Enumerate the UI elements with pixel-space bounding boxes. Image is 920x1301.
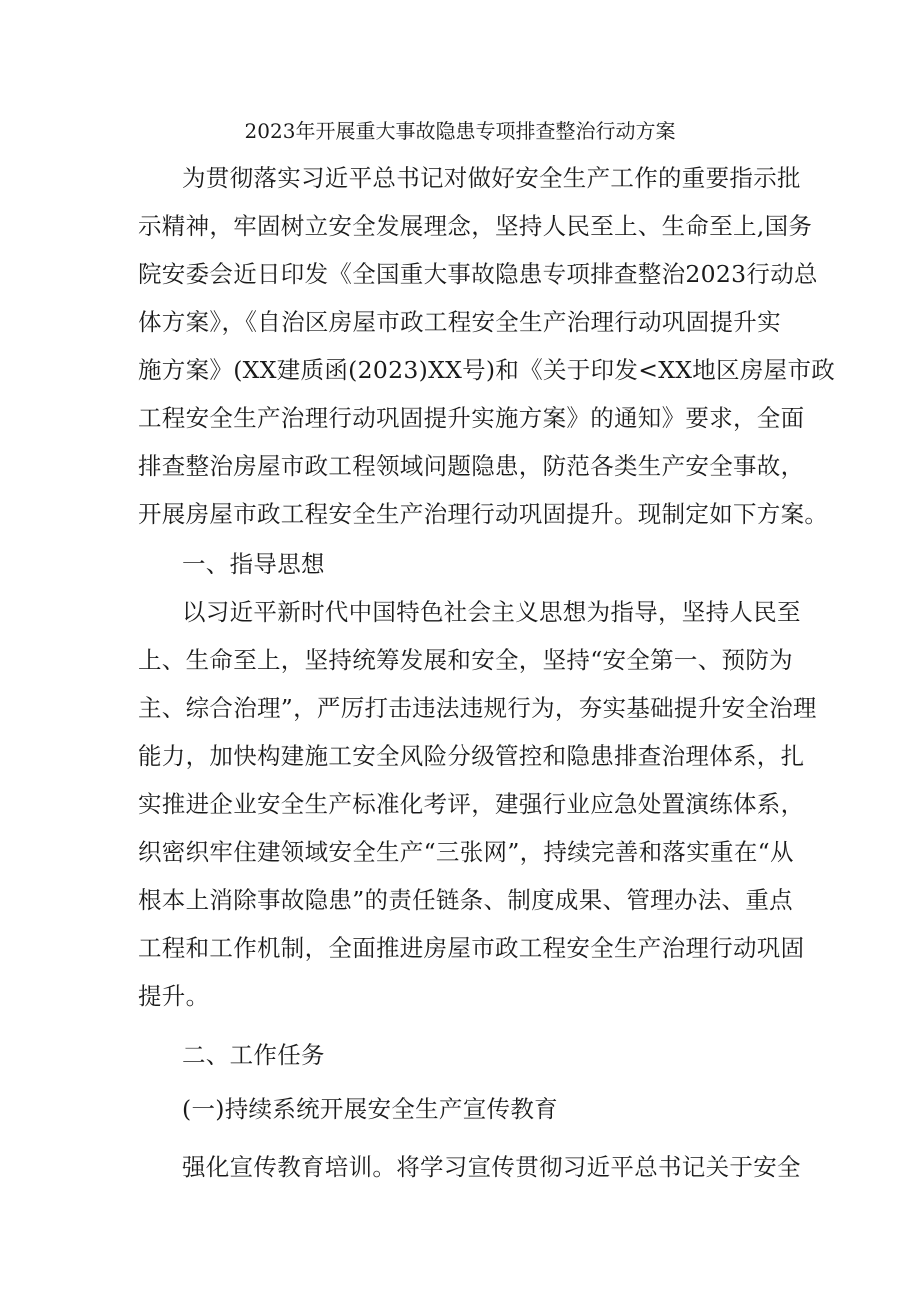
paragraph-line: 主、综合治理”，严厉打击违法违规行为，夯实基础提升安全治理 (138, 694, 817, 722)
section-heading: 一、指导思想 (182, 550, 325, 578)
paragraph-line: 院安委会近日印发《全国重大事故隐患专项排查整治2023行动总 (138, 260, 818, 288)
paragraph-line: 上、生命至上，坚持统筹发展和安全，坚持“安全第一、预防为 (138, 646, 793, 674)
paragraph-line: 以习近平新时代中国特色社会主义思想为指导，坚持人民至 (182, 598, 801, 626)
paragraph-line: 排查整治房屋市政工程领域问题隐患，防范各类生产安全事故， (138, 452, 805, 480)
paragraph-line: 能力，加快构建施工安全风险分级管控和隐患排查治理体系，扎 (138, 742, 805, 770)
paragraph-line: 开展房屋市政工程安全生产治理行动巩固提升。现制定如下方案。 (138, 500, 829, 528)
paragraph-line: 根本上消除事故隐患”的责任链条、制度成果、管理办法、重点 (138, 886, 793, 914)
paragraph-line: 织密织牢住建领域安全生产“三张网”，持续完善和落实重在“从 (138, 838, 794, 866)
document-title: 2023年开展重大事故隐患专项排查整治行动方案 (244, 119, 676, 143)
paragraph-line: 为贯彻落实习近平总书记对做好安全生产工作的重要指示批 (182, 164, 801, 192)
section-heading: 二、工作任务 (182, 1041, 325, 1069)
subsection-heading: (一)持续系统开展安全生产宣传教育 (182, 1095, 558, 1123)
paragraph-line: 施方案》(XX建质函(2023)XX号)和《关于印发<XX地区房屋市政 (138, 356, 836, 384)
paragraph-line: 工程安全生产治理行动巩固提升实施方案》的通知》要求，全面 (138, 404, 805, 432)
paragraph-line: 示精神，牢固树立安全发展理念，坚持人民至上、生命至上,国务 (138, 212, 813, 240)
paragraph-line: 强化宣传教育培训。将学习宣传贯彻习近平总书记关于安全 (182, 1153, 801, 1181)
paragraph-line: 工程和工作机制，全面推进房屋市政工程安全生产治理行动巩固 (138, 934, 805, 962)
paragraph-line: 体方案》，《自治区房屋市政工程安全生产治理行动巩固提升实 (138, 308, 781, 336)
paragraph-line: 实推进企业安全生产标准化考评，建强行业应急处置演练体系， (138, 790, 805, 818)
paragraph-line: 提升。 (138, 982, 210, 1010)
